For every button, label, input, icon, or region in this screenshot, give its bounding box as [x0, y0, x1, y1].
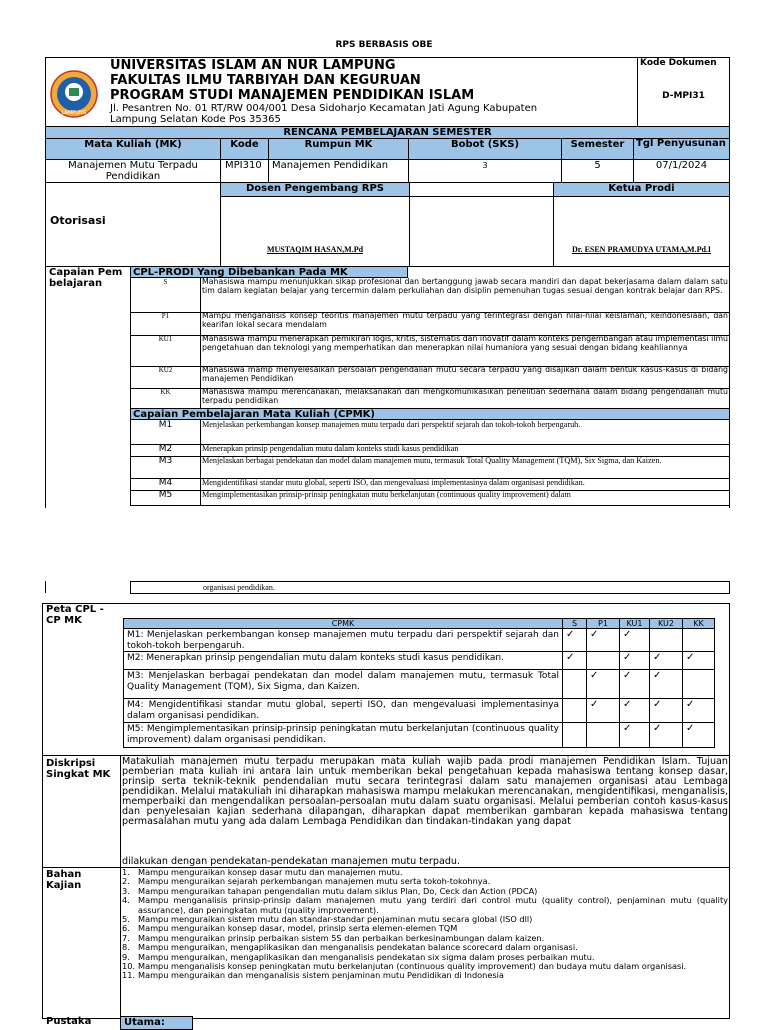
peta-mark-cell: [562, 651, 587, 670]
dosen-header-text: Dosen Pengembang RPS: [246, 183, 384, 194]
rumpun-value: [268, 159, 409, 183]
cpmk-code: M3: [130, 456, 201, 479]
ketua-header-text: Ketua Prodi: [608, 183, 675, 194]
cpl-code: KU1: [130, 335, 201, 367]
ketua-sign-cell: [553, 196, 730, 267]
deskripsi-last-line: dilakukan dengan pendekatan-pendekatan manajemen mutu terpadu.: [122, 856, 461, 867]
col-tgl-header: [633, 138, 730, 160]
bobot-value-text: 3: [482, 161, 488, 170]
bahan-item-number: 4.: [122, 895, 130, 906]
bahan-item-text: Mampu menguraikan konsep dasar mutu dan manajemen mutu.: [138, 867, 403, 877]
peta-mark-cell: [562, 669, 587, 699]
ketua-name: Dr. ESEN PRAMUDYA UTAMA,M.Pd.I: [571, 245, 712, 254]
check-icon: ✓: [566, 629, 575, 640]
bahan-left-border: [120, 867, 121, 1019]
deskripsi-left-border: [120, 755, 121, 868]
check-icon: ✓: [686, 723, 695, 734]
cpl-text: Mahasiswa mampu menerapkan pemikiran logis, kritis, sistematis dan inovatif dalam konteks pengembangan atau implementasi ilmu pengetahuan dan teknologi yang memperhatikan dan menerapkan nilai humaniora yang sesuai dengan bidang keahliannya: [200, 335, 730, 367]
peta-mark-cell: [586, 669, 620, 699]
peta-mark-cell: [682, 722, 715, 748]
bahan-item-text: Mampu menguraikan sistem mutu dan standar-standar penjaminan mutu secara global (ISO dll): [138, 914, 533, 925]
cpl-code: KK: [130, 388, 201, 409]
bahan-item-number: 7.: [122, 932, 130, 943]
peta-mark-cell: [562, 722, 587, 748]
col-rumpun-header: [268, 138, 409, 160]
cpl-text: Mahasiswa mampu menunjukkan sikap profesional dan bertanggung jawab secara mandiri dan dapat bekerjasama dalam dalam satu tim dalam kegiatan belajar yang tercermin dalam perkuliahan dan disiplin pemenuhan tugas sesuai dengan kontrak belajar dan RPS.: [200, 278, 730, 313]
address-line-1: Jl. Pesantren No. 01 RT/RW 004/001 Desa Sidoharjo Kecamatan Jati Agung Kabupaten: [110, 103, 538, 114]
dosen-sign-cell: [220, 196, 410, 267]
check-icon: ✓: [653, 670, 662, 681]
kode-dokumen-value: D-MPI31: [662, 91, 705, 101]
peta-mark-cell: [619, 722, 650, 748]
peta-row-text: M3: Menjelaskan berbagai pendekatan dan model dalam manajemen mutu, termasuk Total Quality Management (TQM), Six Sigma, dan Kaizen.: [123, 669, 563, 699]
cpmk-text: Menjelaskan perkembangan konsep manajemen mutu terpadu dari perspektif sejarah dan tokoh-tokoh berpengaruh.: [200, 420, 730, 445]
faculty-name: FAKULTAS ILMU TARBIYAH DAN KEGURUAN: [110, 73, 421, 88]
page-title: RPS BERBASIS OBE: [335, 40, 433, 50]
bahan-item-number: 8.: [122, 942, 130, 953]
mk-value-text: Manajemen Mutu Terpadu Pendidikan: [68, 160, 198, 182]
peta-col-s: S: [562, 618, 587, 629]
peta-mark-cell: [682, 628, 715, 652]
program-name: PROGRAM STUDI MANAJEMEN PENDIDIKAN ISLAM: [110, 88, 475, 103]
check-icon: ✓: [590, 670, 599, 681]
bahan-item-number: 3.: [122, 885, 130, 896]
blank-sign-cell: [409, 196, 554, 267]
bahan-item-text: Mampu menganalisis konsep peningkatan mutu berkelanjutan (continuous quality improvement) dan budaya mutu dalam organisasi.: [138, 961, 687, 972]
blank-header-cell: [409, 182, 554, 197]
bahan-item-text: Mampu menguraikan dan menganalisis sistem penjaminan mutu Pendidikan di Indonesia: [138, 970, 504, 981]
kode-value: [220, 159, 269, 183]
pustaka-utama-text: Utama:: [124, 1017, 165, 1028]
peta-mark-cell: [586, 722, 620, 748]
bahan-item-text: Mampu menguraikan konsep dasar, model, prinsip serta elemen-elemen TQM: [138, 923, 458, 934]
bobot-value: [408, 159, 562, 183]
bahan-item-text: Mampu menguraikan sejarah perkembangan manajemen mutu serta tokoh-tokohnya.: [138, 876, 491, 887]
peta-row-text: M2: Menerapkan prinsip pengendalian mutu dalam konteks studi kasus pendidikan.: [123, 651, 563, 670]
col-bobot-text: Bobot (SKS): [450, 139, 520, 150]
peta-mark-cell: [649, 651, 683, 670]
bahan-item-text: Mampu menguraikan, mengaplikasikan dan menganalisis pendekatan six sigma dalam proses perbaikan mutu.: [138, 951, 595, 962]
peta-row-text: M4: Mengidentifikasi standar mutu global, seperti ISO, dan mengevaluasi implementasinya dalam organisasi pendidikan.: [123, 698, 563, 723]
bahan-item-number: 1.: [122, 867, 130, 877]
peta-row-text: M1: Menjelaskan perkembangan konsep manajemen mutu terpadu dari perspektif sejarah dan tokoh-tokoh berpengaruh.: [123, 628, 563, 652]
cpmk-text: Menjelaskan berbagai pendekatan dan model dalam manajemen mutu, termasuk Total Quality Management (TQM), Six Sigma, dan Kaizen.: [200, 456, 730, 479]
peta-mark-cell: [619, 698, 650, 723]
check-icon: ✓: [686, 652, 695, 663]
cpl-header: [130, 266, 408, 278]
peta-mark-cell: [682, 698, 715, 723]
peta-col-ku2: KU2: [649, 618, 683, 629]
check-icon: ✓: [653, 699, 662, 710]
peta-mark-cell: [649, 669, 683, 699]
tgl-value: [633, 159, 730, 183]
pustaka-label: Pustaka: [46, 1016, 92, 1027]
bahan-item-text: Mampu menguraikan tahapan pengendalian mutu dalam siklus Plan, Do, Ceck dan Action (PDCA): [138, 885, 538, 896]
peta-mark-cell: [562, 698, 587, 723]
kode-dokumen-label: Kode Dokumen: [640, 58, 717, 68]
peta-mark-cell: [649, 698, 683, 723]
university-logo: [50, 70, 98, 118]
bahan-item: [122, 896, 728, 915]
peta-mark-cell: [586, 651, 620, 670]
peta-mark-cell: [619, 651, 650, 670]
col-rumpun-text: Rumpun MK: [304, 139, 373, 150]
col-bobot-header: [408, 138, 562, 160]
bahan-item-number: 5.: [122, 914, 130, 925]
col-tgl-text: Tgl Penyusunan: [636, 138, 726, 149]
col-kode-header: [220, 138, 269, 160]
check-icon: ✓: [623, 629, 632, 640]
peta-col-p1: P1: [586, 618, 620, 629]
cpl-code: S: [130, 278, 201, 313]
bahan-item-text: Mampu menguraikan, mengaplikasikan dan menganalisis pendekatan balance scorecard dalam organisasi.: [138, 942, 578, 953]
cpl-text: Mampu menganalisis konsep teoritis manajemen mutu terpadu yang terintegrasi dengan nilai-nilai keislaman, keindonesiaan, dan kearifan lokal secara mendalam: [200, 312, 730, 336]
check-icon: ✓: [590, 699, 599, 710]
cpmk-header: [130, 408, 730, 420]
check-icon: ✓: [686, 699, 695, 710]
bahan-item-number: 10.: [122, 961, 136, 972]
ketua-header: [553, 182, 730, 197]
peta-col-ku1: KU1: [619, 618, 650, 629]
peta-label: Peta CPL - CP MK: [46, 604, 104, 626]
col-kode-text: Kode: [230, 139, 259, 150]
bahan-item-number: 11.: [122, 970, 136, 981]
peta-mark-cell: [649, 722, 683, 748]
cpl-code: KU2: [130, 366, 201, 389]
cpmk-code: M2: [130, 444, 201, 457]
cpl-header-text: CPL-PRODI Yang Dibebankan Pada MK: [133, 267, 348, 278]
dosen-name: MUSTAQIM HASAN,M.Pd: [266, 245, 364, 254]
bahan-item-text: Mampu menganalisis prinsip-prinsip dalam manajemen mutu yang terdiri dari control mutu (quality control), penjaminan mutu (quality assurance), dan peningkatan mutu (quality improvement).: [138, 895, 728, 915]
bahan-item-text: Mampu menguraikan prinsip perbaikan sistem 5S dan perbaikan berkesinambungan dalam kaizen.: [138, 932, 545, 943]
cpmk-header-text: Capaian Pembelajaran Mata Kuliah (CPMK): [133, 409, 375, 420]
check-icon: ✓: [653, 652, 662, 663]
bahan-item: [122, 971, 728, 980]
cpmk-continued: [130, 581, 730, 594]
check-icon: ✓: [623, 670, 632, 681]
bahan-label: Bahan Kajian: [46, 869, 82, 891]
bahan-list: [122, 868, 728, 981]
col-semester-text: Semester: [570, 139, 625, 150]
semester-value: [561, 159, 634, 183]
cpmk-continued-text: organisasi pendidikan.: [203, 583, 275, 592]
bahan-item-number: 9.: [122, 951, 130, 962]
check-icon: ✓: [623, 723, 632, 734]
peta-mark-cell: [619, 669, 650, 699]
bahan-item-number: 6.: [122, 923, 130, 934]
cpl-text: Mahasiswa mamp menyelesaikan persoalan pengendalian mutu secara terpadu yang disajikan dalam bentuk kasus-kasus di bidang manajemen Pendidikan: [200, 366, 730, 389]
peta-mark-cell: [586, 698, 620, 723]
cpmk-text: Mengimplementasikan prinsip-prinsip peningkatan mutu berkelanjutan (continuous quality improvement) dalam: [200, 490, 730, 506]
peta-mark-cell: [562, 628, 587, 652]
col-semester-header: [561, 138, 634, 160]
cpl-text: Mahasiswa mampu merencanakan, melaksanakan dan mengkomunikasikan penelitian sederhana dalam bidang pengendalian mutu terpadu pendidikan: [200, 388, 730, 409]
kode-value-text: MPI310: [225, 160, 262, 171]
col-mk-header: [45, 138, 221, 160]
col-mk-text: Mata Kuliah (MK): [84, 139, 182, 150]
bahan-item-number: 2.: [122, 876, 130, 887]
check-icon: ✓: [590, 629, 599, 640]
rumpun-value-text: Manajemen Pendidikan: [272, 160, 389, 171]
cpmk-text: Menerapkan prinsip pengendalian mutu dalam konteks studi kasus pendidikan: [200, 444, 730, 457]
peta-row-text: M5: Mengimplementasikan prinsip-prinsip peningkatan mutu berkelanjutan (continuous quality improvement) dalam organisasi pendidikan.: [123, 722, 563, 748]
cpmk-code: M5: [130, 490, 201, 506]
deskripsi-label: Diskripsi Singkat MK: [46, 758, 111, 780]
peta-mark-cell: [586, 628, 620, 652]
deskripsi-text: Matakuliah manajemen mutu terpadu merupakan mata kuliah wajib pada prodi manajemen Pendidikan Islam. Tujuan pemberian mata kuliah ini antara lain untuk memberikan bekal pengetahuan kepada mahasiswa tentang konsep dasar, prinsip serta teknik-teknik pendendalian mutu secara terintegrasi dalam satu manajemen organisasi atau Lembaga pendidikan. Melalui matakuliah ini diharapkan mahasiswa mampu melakukan merencanakan, mengidentifikasi, menganalisis, memperbaiki dan mengendalikan persoalan-persoalan mutu dalam suatu organisasi. Melalui pemberian contoh kasus-kasus dan penyelesaian kajian sederhana dilapangan, diharapkan dapat memberikan gambaran kepada mahasiswa tentang permasalahan mutu yang ada dalam Lembaga Pendidikan dan tindakan-tindakan yang dapat: [122, 756, 728, 827]
university-name: UNIVERSITAS ISLAM AN NUR LAMPUNG: [110, 58, 396, 73]
pustaka-utama: [120, 1016, 193, 1030]
peta-mark-cell: [682, 651, 715, 670]
peta-mark-cell: [649, 628, 683, 652]
cpmk-code: M1: [130, 420, 201, 445]
rps-title-text: RENCANA PEMBELAJARAN SEMESTER: [283, 127, 492, 138]
peta-col-cpmk: CPMK: [123, 618, 563, 629]
cpmk-code: M4: [130, 478, 201, 491]
peta-col-kk: KK: [682, 618, 715, 629]
cpmk-text: Mengidentifikasi standar mutu global, seperti ISO, dan mengevaluasi implementasinya dalam organisasi pendidikan.: [200, 478, 730, 491]
capaian-continued-left: [45, 581, 46, 593]
semester-value-text: 5: [594, 160, 601, 171]
mk-value: [45, 159, 221, 183]
capaian-label: Capaian Pembelajaran: [49, 267, 123, 289]
cpl-code: P1: [130, 312, 201, 336]
otorisasi-label: Otorisasi: [50, 214, 106, 227]
check-icon: ✓: [623, 652, 632, 663]
check-icon: ✓: [653, 723, 662, 734]
tgl-value-text: 07/1/2024: [655, 160, 708, 171]
svg-text:LAMPUNG: LAMPUNG: [61, 110, 87, 116]
dosen-header: [220, 182, 410, 197]
peta-mark-cell: [619, 628, 650, 652]
address-line-2: Lampung Selatan Kode Pos 35365: [110, 114, 281, 125]
peta-mark-cell: [682, 669, 715, 699]
check-icon: ✓: [623, 699, 632, 710]
check-icon: ✓: [566, 652, 575, 663]
